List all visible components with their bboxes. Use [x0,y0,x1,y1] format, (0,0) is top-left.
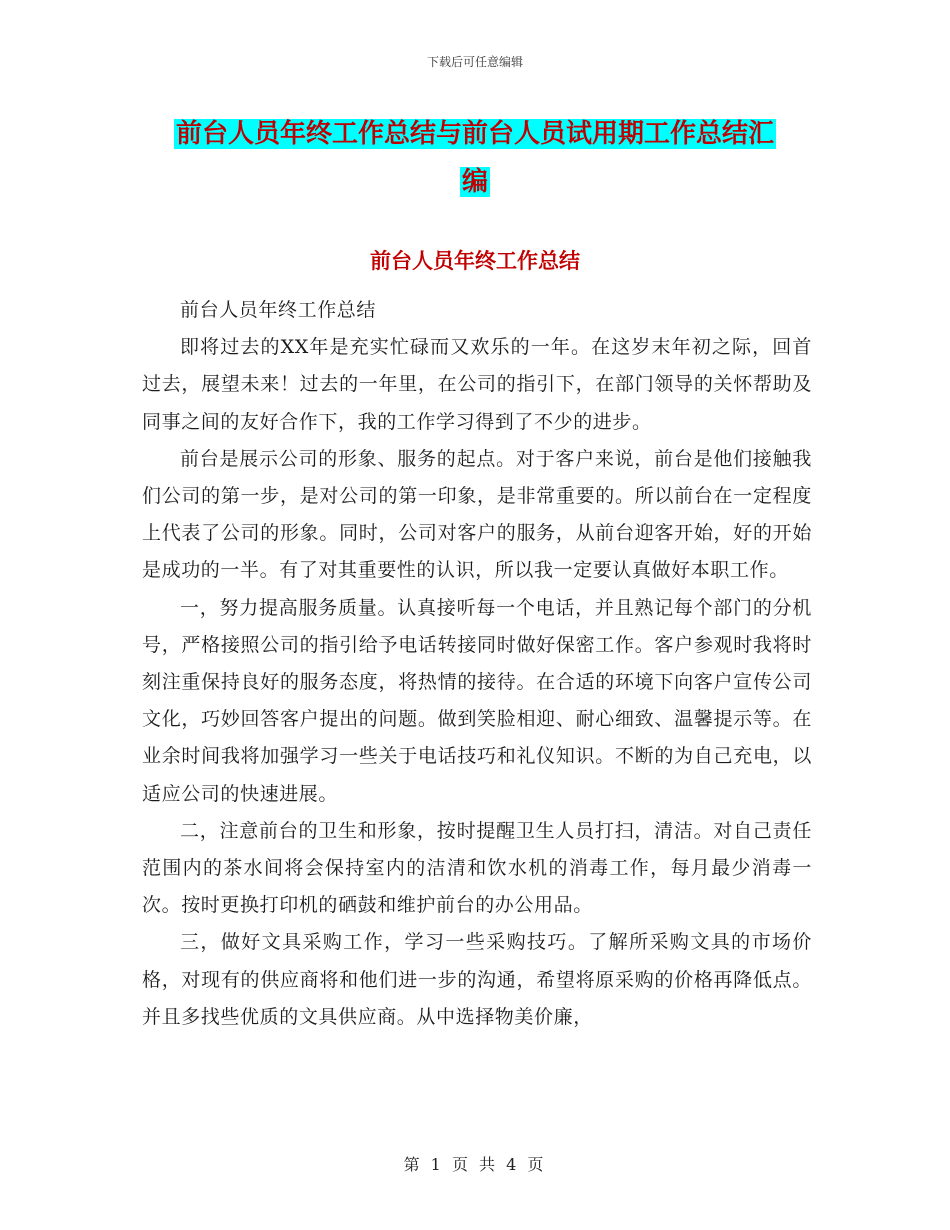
paragraph: 即将过去的XX年是充实忙碌而又欢乐的一年。在这岁末年初之际，回首过去，展望未来！过去的一年里，在公司的指引下，在部门领导的关怀帮助及同事之间的友好合作下，我的工作学习得到了不少的进步。 [142,336,812,433]
paragraph: 前台人员年终工作总结 [180,299,377,321]
paragraph: 前台是展示公司的形象、服务的起点。对于客户来说，前台是他们接触我们公司的第一步，是对公司的第一印象，是非常重要的。所以前台在一定程度上代表了公司的形象。同时，公司对客户的服务，从前台迎客开始，好的开始是成功的一半。有了对其重要性的认识，所以我一定要认真做好本职工作。 [142,447,812,582]
paragraph: 三，做好文具采购工作，学习一些采购技巧。了解所采购文具的市场价格，对现有的供应商将和他们进一步的沟通，希望将原采购的价格再降低点。并且多找些优质的文具供应商。从中选择物美价廉， [142,931,812,1028]
document-title-line2: 编 [461,167,488,197]
page-number: 第 1 页 共 4 页 [403,1155,547,1174]
paragraph: 二，注意前台的卫生和形象，按时提醒卫生人员打扫，清洁。对自己责任范围内的茶水间将会保持室内的洁清和饮水机的消毒工作，每月最少消毒一次。按时更换打印机的硒鼓和维护前台的办公用品。 [142,819,812,917]
document-title [0,110,950,206]
paragraph: 一，努力提高服务质量。认真接听每一个电话，并且熟记每个部门的分机号，严格接照公司的指引给予电话转接同时做好保密工作。客户参观时我将时刻注重保持良好的服务态度，将热情的接待。在合适的环境下向客户宣传公司文化，巧妙回答客户提出的问题。做到笑脸相迎、耐心细致、温馨提示等。在业余时间我将加强学习一些关于电话技巧和礼仪知识。不断的为自己充电，以适应公司的快速进展。 [142,596,812,805]
page-header-note: 下载后可任意编辑 [426,55,523,69]
document-title-line1: 前台人员年终工作总结与前台人员试用期工作总结汇 [175,119,774,149]
section-title: 前台人员年终工作总结 [370,249,580,273]
document-body [142,292,812,1036]
